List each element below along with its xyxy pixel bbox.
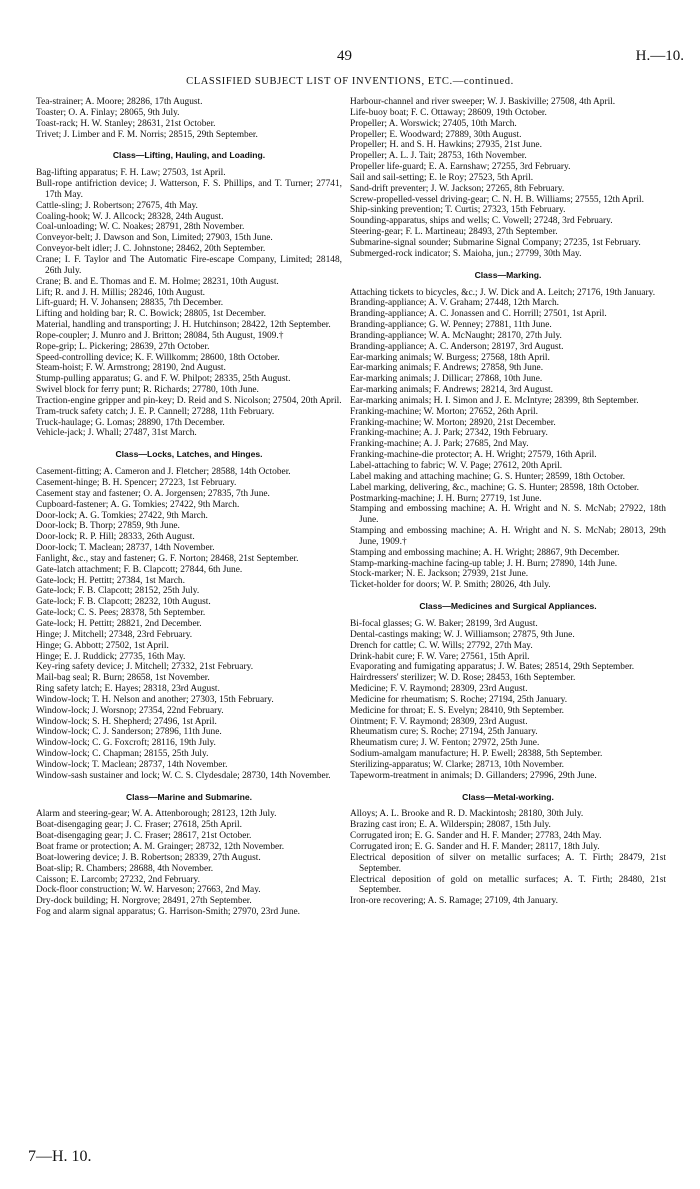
invention-entry: Rheumatism cure; J. W. Fenton; 27972, 25th June. [350, 738, 540, 749]
invention-entry: Speed-controlling device; K. F. Willkomm; 28600, 18th October. [36, 352, 280, 363]
invention-entry: Caisson; E. Larcomb; 27232, 2nd February. [36, 874, 200, 885]
class-heading: Class—Marine and Submarine. [125, 791, 253, 802]
invention-entry: Corrugated iron; E. G. Sander and H. F. Mander; 27783, 24th May. [350, 831, 602, 842]
invention-entry: Window-lock; S. H. Shepherd; 27496, 1st April. [36, 716, 217, 727]
invention-entry: Stamping and embossing machine; A. H. Wright; 28867, 9th December. [350, 547, 620, 558]
invention-entry: Iron-ore recovering; A. S. Ramage; 27109, 4th January. [350, 896, 558, 907]
invention-entry: Harbour-channel and river sweeper; W. J. Baskiville; 27508, 4th April. [350, 97, 616, 107]
invention-entry: Label-attaching to fabric; W. V. Page; 27612, 20th April. [350, 461, 563, 471]
invention-entry: Postmarking-machine; J. H. Burn; 27719, 1st June. [350, 493, 542, 504]
invention-entry: Stamping and embossing machine; A. H. Wright and N. S. McNab; 28013, 29th June, 1909.† [350, 526, 666, 547]
invention-entry: Hairdressers' sterilizer; W. D. Rose; 28453, 16th September. [350, 673, 576, 684]
invention-entry: Sand-drift preventer; J. W. Jackson; 27265, 8th February. [350, 183, 565, 194]
invention-entry: Sodium-amalgam manufacture; H. P. Ewell; 28388, 5th September. [350, 749, 603, 760]
invention-entry: Sounding-apparatus, ships and wells; C. Vowell; 27248, 3rd February. [350, 216, 613, 227]
page-number: 49 [337, 48, 352, 64]
invention-entry: Crane; B. and E. Thomas and E. M. Holme; 28231, 10th August. [36, 276, 279, 287]
page-title: CLASSIFIED SUBJECT LIST OF INVENTIONS, ETC.—continued. [186, 76, 514, 87]
invention-entry: Boat-disengaging gear; J. C. Fraser; 28617, 21st October. [36, 831, 252, 842]
invention-entry: Lifting and holding bar; R. C. Bowick; 28805, 1st December. [36, 309, 266, 320]
invention-entry: Propeller; A. Worswick; 27405, 10th March. [350, 118, 517, 129]
invention-entry: Branding-appliance; G. W. Penney; 27881, 11th June. [350, 320, 552, 331]
invention-entry: Gate-lock; F. B. Clapcott; 28152, 25th July. [36, 586, 200, 597]
invention-entry: Steam-hoist; F. W. Armstrong; 28190, 2nd August. [36, 363, 226, 374]
invention-entry: Stock-marker; N. E. Jackson; 27939, 21st June. [350, 569, 529, 580]
invention-entry: Bull-rope antifriction device; J. Watterson, F. S. Phillips, and T. Turner; 27741, 17th May. [36, 179, 342, 200]
invention-entry: Submarine-signal sounder; Submarine Signal Company; 27235, 1st February. [350, 237, 641, 248]
invention-entry: Truck-haulage; G. Lomas; 28890, 17th December. [36, 417, 225, 428]
invention-entry: Window-sash sustainer and lock; W. C. S. Clydesdale; 28730, 14th November. [36, 770, 331, 781]
invention-entry: Rope-coupler; J. Munro and J. Britton; 28084, 5th August, 1909.† [36, 330, 284, 341]
invention-entry: Gate-lock; F. B. Clapcott; 28232, 10th August. [36, 597, 211, 608]
invention-entry: Life-buoy boat; F. C. Ottaway; 28609, 19th October. [350, 107, 547, 118]
invention-entry: Window-lock; T. H. Nelson and another; 27303, 15th February. [36, 694, 274, 705]
class-heading: Class—Lifting, Hauling, and Loading. [112, 150, 266, 161]
invention-entry: Door-lock; T. Maclean; 28737, 14th November. [36, 543, 215, 554]
invention-entry: Franking-machine-die protector; A. H. Wright; 27579, 16th April. [350, 450, 597, 461]
invention-entry: Toast-rack; H. W. Stanley; 28631, 21st October. [36, 118, 216, 129]
invention-entry: Bag-lifting apparatus; F. H. Law; 27503, 1st April. [36, 168, 226, 179]
invention-entry: Branding-appliance; W. A. McNaught; 28170, 27th July. [350, 330, 562, 341]
invention-entry: Electrical deposition of gold on metallic surfaces; A. T. Firth; 28480, 21st September. [350, 874, 666, 896]
invention-entry: Dental-castings making; W. J. Williamson; 27875, 9th June. [350, 629, 575, 640]
invention-entry: Ear-marking animals; J. Dillicar; 27868, 10th June. [350, 374, 543, 385]
invention-entry: Fog and alarm signal apparatus; G. Harrison-Smith; 27970, 23rd June. [36, 907, 301, 918]
invention-entry: Alloys; A. L. Brooke and R. D. Mackintosh; 28180, 30th July. [350, 809, 584, 820]
invention-entry: Vehicle-jack; J. Whall; 27487, 31st March. [36, 428, 197, 439]
invention-entry: Submerged-rock indicator; S. Maioha, jun.; 27799, 30th May. [350, 248, 582, 259]
invention-entry: Stamping and embossing machine; A. H. Wright and N. S. McNab; 27922, 18th June. [350, 504, 666, 526]
invention-entry: Franking-machine; A. J. Park; 27685, 2nd May. [350, 439, 529, 450]
left-column [36, 97, 342, 918]
invention-entry: Crane; I. F. Taylor and The Automatic Fire-escape Company, Limited; 28148, 26th July. [36, 254, 342, 276]
invention-entry: Conveyor-belt idler; J. C. Johnstone; 28462, 20th September. [36, 244, 266, 255]
invention-entry: Boat frame or protection; A. M. Grainger; 28732, 12th November. [36, 842, 285, 852]
invention-entry: Attaching tickets to bicycles, &c.; J. W. Dick and A. Leitch; 27176, 19th January. [350, 287, 656, 298]
invention-entry: Sail and sail-setting; E. le Roy; 27523, 5th April. [350, 172, 534, 183]
invention-entry: Stamp-marking-machine facing-up table; J. H. Burn; 27890, 14th June. [350, 558, 618, 569]
invention-entry: Gate-latch attachment; F. B. Clapcott; 27844, 6th June. [36, 564, 243, 575]
invention-entry: Label marking, delivering, &c., machine; G. S. Hunter; 28598, 18th October. [350, 482, 639, 493]
page-footer: 7—H. 10. [28, 1148, 92, 1165]
invention-entry: Franking-machine; W. Morton; 28920, 21st December. [350, 417, 556, 428]
class-heading: Class—Marking. [474, 269, 542, 280]
invention-entry: Sterilizing-apparatus; W. Clarke; 28713, 10th November. [350, 759, 565, 770]
invention-entry: Material, handling and transporting; J. H. Hutchinson; 28422, 12th September. [36, 320, 331, 331]
invention-entry: Casement-fitting; A. Cameron and J. Fletcher; 28588, 14th October. [36, 467, 291, 478]
invention-entry: Cupboard-fastener; A. G. Tomkies; 27422, 9th March. [36, 499, 240, 510]
invention-entry: Door-lock; B. Thorp; 27859, 9th June. [36, 521, 180, 532]
invention-entry: Branding-appliance; A. C. Jonassen and C. Horrill; 27501, 1st April. [350, 309, 607, 320]
page-header [0, 48, 700, 68]
invention-entry: Trivet; J. Limber and F. M. Norris; 28515, 29th September. [36, 129, 258, 140]
invention-entry: Medicine; F. V. Raymond; 28309, 23rd August. [350, 684, 528, 695]
invention-entry: Toaster; O. A. Finlay; 28065, 9th July. [36, 107, 180, 118]
invention-entry: Rheumatism cure; S. Roche; 27194, 25th January. [350, 727, 538, 738]
invention-entry: Key-ring safety device; J. Mitchell; 27332, 21st February. [36, 662, 254, 673]
invention-entry: Boat-disengaging gear; J. C. Fraser; 27618, 25th April. [36, 820, 242, 831]
invention-entry: Casement stay and fastener; O. A. Jorgensen; 27835, 7th June. [36, 488, 270, 499]
invention-entry: Branding-appliance; A. V. Graham; 27448, 12th March. [350, 298, 559, 309]
invention-entry: Screw-propelled-vessel driving-gear; C. N. H. B. Williams; 27555, 12th April. [350, 194, 644, 205]
invention-entry: Medicine for rheumatism; S. Roche; 27194, 25th January. [350, 694, 568, 705]
invention-entry: Drench for cattle; C. W. Wills; 27792, 27th May. [350, 640, 533, 651]
invention-entry: Gate-lock; C. S. Pees; 28378, 5th September. [36, 608, 206, 619]
invention-entry: Alarm and steering-gear; W. A. Attenborough; 28123, 12th July. [36, 809, 277, 820]
invention-entry: Lift-guard; H. V. Johansen; 28835, 7th December. [36, 298, 224, 309]
invention-entry: Drink-habit cure; F. W. Vare; 27561, 15th April. [350, 651, 530, 662]
invention-entry: Gate-lock; H. Pettitt; 28821, 2nd December. [36, 618, 202, 629]
invention-entry: Ear-marking animals; H. I. Simon and J. E. McIntyre; 28399, 8th September. [350, 395, 639, 406]
invention-entry: Dry-dock building; H. Norgrove; 28491, 27th September. [36, 896, 252, 907]
invention-entry: Tram-truck safety catch; J. E. P. Cannell; 27288, 11th February. [36, 406, 275, 417]
invention-entry: Electrical deposition of silver on metallic surfaces; A. T. Firth; 28479, 21st September. [350, 852, 666, 874]
invention-entry: Door-lock; A. G. Tomkies; 27422, 9th March. [36, 510, 208, 521]
class-heading: Class—Medicines and Surgical Appliances. [419, 601, 597, 612]
invention-entry: Bi-focal glasses; G. W. Baker; 28199, 3rd August. [350, 618, 538, 629]
invention-entry: Tapeworm-treatment in animals; D. Gillanders; 27996, 29th June. [350, 770, 597, 781]
invention-entry: Ticket-holder for doors; W. P. Smith; 28026, 4th July. [350, 580, 551, 591]
invention-entry: Medicine for throat; E. S. Evelyn; 28410, 9th September. [350, 705, 565, 716]
invention-entry: Casement-hinge; B. H. Spencer; 27223, 1st February. [36, 478, 237, 488]
invention-entry: Traction-engine gripper and pin-key; D. Reid and S. Nicolson; 27504, 20th April. [36, 395, 342, 406]
invention-entry: Steering-gear; F. L. Martineau; 28493, 27th September. [350, 227, 558, 238]
page-reference: H.—10. [635, 48, 684, 64]
invention-entry: Gate-lock; H. Pettitt; 27384, 1st March. [36, 575, 185, 586]
invention-entry: Cattle-sling; J. Robertson; 27675, 4th May. [36, 200, 198, 211]
invention-entry: Swivel block for ferry punt; R. Richards; 27780, 10th June. [36, 385, 259, 396]
invention-entry: Ointment; F. V. Raymond; 28309, 23rd August. [350, 716, 528, 727]
invention-entry: Evaporating and fumigating apparatus; J. W. Bates; 28514, 29th September. [350, 662, 635, 673]
invention-entry: Propeller; E. Woodward; 27889, 30th August. [350, 129, 522, 140]
invention-entry: Label making and attaching machine; G. S. Hunter; 28599, 18th October. [350, 471, 625, 482]
invention-entry: Hinge; J. Mitchell; 27348, 23rd February. [36, 629, 193, 640]
invention-entry: Franking-machine; A. J. Park; 27342, 19th February. [350, 428, 548, 439]
invention-entry: Window-lock; C. G. Foxcroft; 28116, 19th July. [36, 738, 216, 749]
invention-entry: Ear-marking animals; F. Andrews; 27858, 9th June. [350, 363, 544, 374]
invention-entry: Conveyor-belt; J. Dawson and Son, Limited; 27903, 15th June. [36, 233, 273, 244]
invention-entry: Propeller; A. L. J. Tait; 28753, 16th November. [350, 151, 527, 162]
invention-entry: Ear-marking animals; W. Burgess; 27568, 18th April. [350, 352, 550, 363]
invention-entry: Propeller life-guard; E. A. Earnshaw; 27255, 3rd February. [350, 162, 571, 173]
invention-entry: Door-lock; R. P. Hill; 28333, 26th August. [36, 532, 195, 543]
invention-entry: Dock-floor construction; W. W. Harveson; 27663, 2nd May. [36, 885, 261, 896]
invention-entry: Window-lock; C. Chapman; 28155, 25th July. [36, 749, 209, 760]
invention-entry: Lift; R. and J. H. Millis; 28246, 10th August. [36, 287, 206, 298]
invention-entry: Ring safety latch; E. Hayes; 28318, 23rd August. [36, 684, 220, 695]
invention-entry: Hinge; G. Abbott; 27502, 1st April. [36, 640, 169, 651]
invention-entry: Coal-unloading; W. C. Noakes; 28791, 28th November. [36, 222, 245, 233]
invention-entry: Brazing cast iron; E. A. Wilderspin; 28087, 15th July. [350, 820, 551, 831]
invention-entry: Corrugated iron; E. G. Sander and H. F. Mander; 28117, 18th July. [350, 842, 600, 852]
invention-entry: Hinge; E. J. Ruddick; 27735, 16th May. [36, 651, 186, 662]
invention-entry: Window-lock; C. J. Sanderson; 27896, 11th June. [36, 727, 222, 738]
invention-entry: Stump-pulling apparatus; G. and F. W. Philpot; 28335, 25th August. [36, 374, 291, 385]
invention-entry: Fanlight, &c., stay and fastener; G. F. Norton; 28468, 21st September. [36, 553, 299, 564]
class-heading: Class—Locks, Latches, and Hinges. [115, 449, 263, 460]
invention-entry: Ship-sinking prevention; T. Curtis; 27323, 15th February. [350, 205, 566, 216]
invention-entry: Mail-bag seal; R. Burn; 28658, 1st November. [36, 673, 210, 684]
invention-entry: Coaling-hook; W. J. Allcock; 28328, 24th August. [36, 211, 224, 222]
invention-entry: Boat-slip; R. Chambers; 28688, 4th November. [36, 863, 214, 874]
invention-entry: Window-lock; J. Worsnop; 27354, 22nd February. [36, 705, 224, 716]
right-column [350, 97, 666, 907]
invention-entry: Rope-grip; L. Pickering; 28639, 27th October. [36, 341, 210, 352]
invention-entry: Boat-lowering device; J. B. Robertson; 28339, 27th August. [36, 852, 261, 863]
invention-entry: Propeller; H. and S. H. Hawkins; 27935, 21st June. [350, 140, 542, 151]
invention-entry: Franking-machine; W. Morton; 27652, 26th April. [350, 406, 539, 417]
class-heading: Class—Metal-working. [462, 791, 554, 802]
invention-entry: Window-lock; T. Maclean; 28737, 14th November. [36, 759, 228, 770]
invention-entry: Ear-marking animals; F. Andrews; 28214, 3rd August. [350, 385, 553, 396]
invention-entry: Branding-appliance; A. C. Anderson; 28197, 3rd August. [350, 341, 564, 352]
invention-entry: Tea-strainer; A. Moore; 28286, 17th August. [36, 97, 203, 107]
